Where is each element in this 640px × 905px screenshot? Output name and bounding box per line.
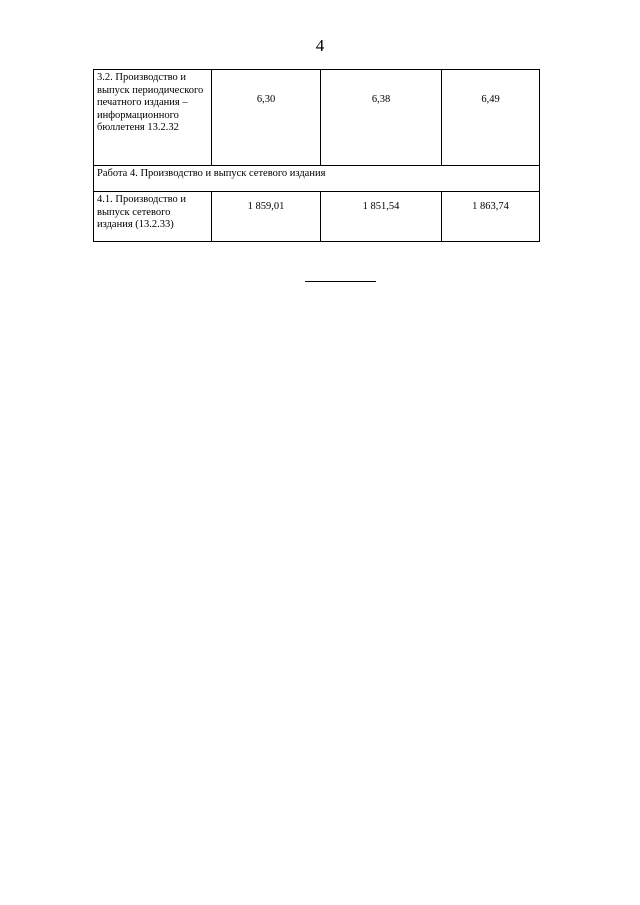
table-row [94,70,540,166]
value-cell: 6,38 [321,70,442,166]
separator-line [305,281,376,282]
value-cell: 6,49 [442,70,540,166]
page-number: 4 [315,36,325,55]
value-cell: 1 851,54 [321,192,442,242]
value-cell: 1 859,01 [212,192,321,242]
row-label-cell: 4.1. Производство и выпуск сетевого издания (13.2.33) [94,192,212,242]
row-label-cell: 3.2. Производство и выпуск периодического печатного издания – информационного бюллетеня 13.2.32 [94,70,212,166]
value-cell: 6,30 [212,70,321,166]
section-row [94,166,540,192]
section-heading-cell: Работа 4. Производство и выпуск сетевого издания [94,166,540,192]
value-cell: 1 863,74 [442,192,540,242]
data-table [93,69,540,242]
table-row [94,192,540,242]
